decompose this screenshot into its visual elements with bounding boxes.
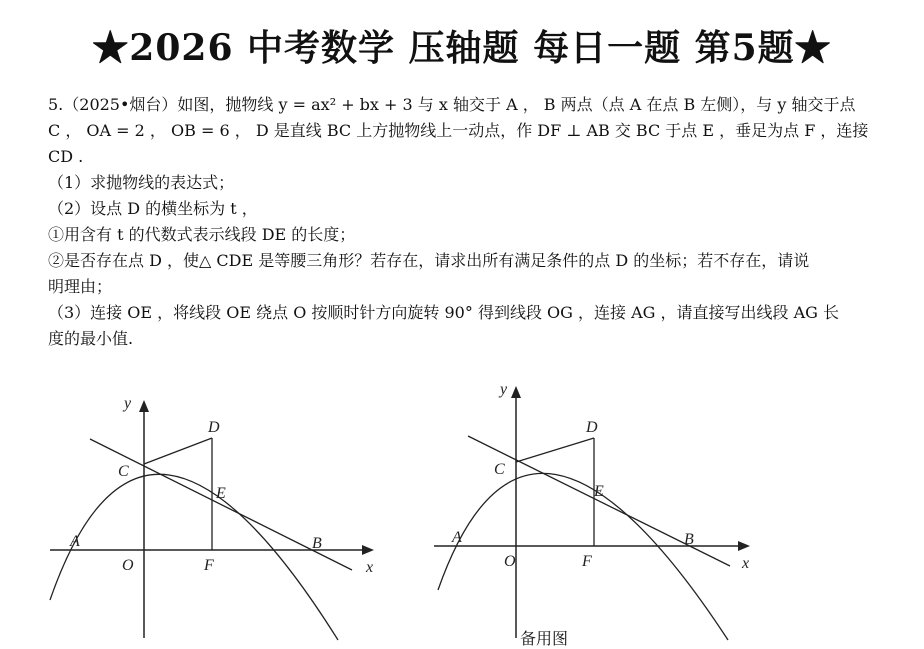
label-e: E [216, 485, 226, 502]
label-d: D [208, 419, 220, 436]
label-d: D [586, 419, 598, 436]
problem-text [48, 92, 878, 352]
x-axis-arrow [738, 541, 750, 551]
label-o: O [504, 553, 516, 570]
figure-caption: 备用图 [520, 629, 569, 648]
label-b: B [684, 531, 694, 548]
problem-line-3: CD . [48, 147, 84, 166]
problem-line-2: C ， OA = 2 ， OB = 6 ， D 是直线 BC 上方抛物线上一动点，作 DF ⊥ AB 交 BC 于点 E ，垂足为点 F ，连接 [48, 121, 869, 140]
parabola-diagram [44, 390, 384, 642]
label-f: F [582, 553, 592, 570]
segment-cd [144, 438, 212, 464]
y-axis-arrow [139, 400, 149, 412]
problem-part-3-line1: （3）连接 OE ，将线段 OE 绕点 O 按顺时针方向旋转 90° 得到线段 OG ，连接 AG ，请直接写出线段 AG 长 [48, 303, 840, 322]
figure-backup [428, 381, 768, 642]
label-b: B [312, 535, 322, 552]
label-e: E [594, 483, 604, 500]
label-x: x [742, 555, 750, 572]
problem-part-2: （2）设点 D 的横坐标为 t ， [48, 199, 258, 218]
label-o: O [122, 557, 134, 574]
segment-cd [516, 438, 594, 462]
label-y: y [124, 395, 132, 412]
problem-part-1: （1）求抛物线的表达式； [48, 173, 235, 192]
problem-part-2b-line1: ②是否存在点 D ，使△ CDE 是等腰三角形？若存在，请求出所有满足条件的点 D 的坐标；若不存在，请说 [48, 251, 810, 270]
label-c: C [494, 461, 505, 478]
label-f: F [204, 557, 214, 574]
parabola-diagram-backup [428, 381, 768, 642]
problem-part-2a: ①用含有 t 的代数式表示线段 DE 的长度； [48, 225, 356, 244]
page-title: ★2026 中考数学 压轴题 每日一题 第5题★ [92, 27, 832, 69]
label-a: A [70, 533, 80, 550]
x-axis-arrow [362, 545, 374, 555]
y-axis-arrow [511, 386, 521, 398]
figure-main [44, 390, 384, 642]
problem-line-1: 5.（2025•烟台）如图，抛物线 y = ax² + bx + 3 与 x 轴交于 A ， B 两点（点 A 在点 B 左侧），与 y 轴交于点 [48, 95, 856, 114]
label-c: C [118, 463, 129, 480]
problem-part-2b-line2: 明理由； [48, 277, 113, 296]
label-x: x [366, 559, 374, 576]
problem-part-3-line2: 度的最小值. [48, 329, 134, 348]
parabola-curve [50, 474, 338, 640]
label-a: A [452, 529, 462, 546]
label-y: y [500, 381, 508, 398]
